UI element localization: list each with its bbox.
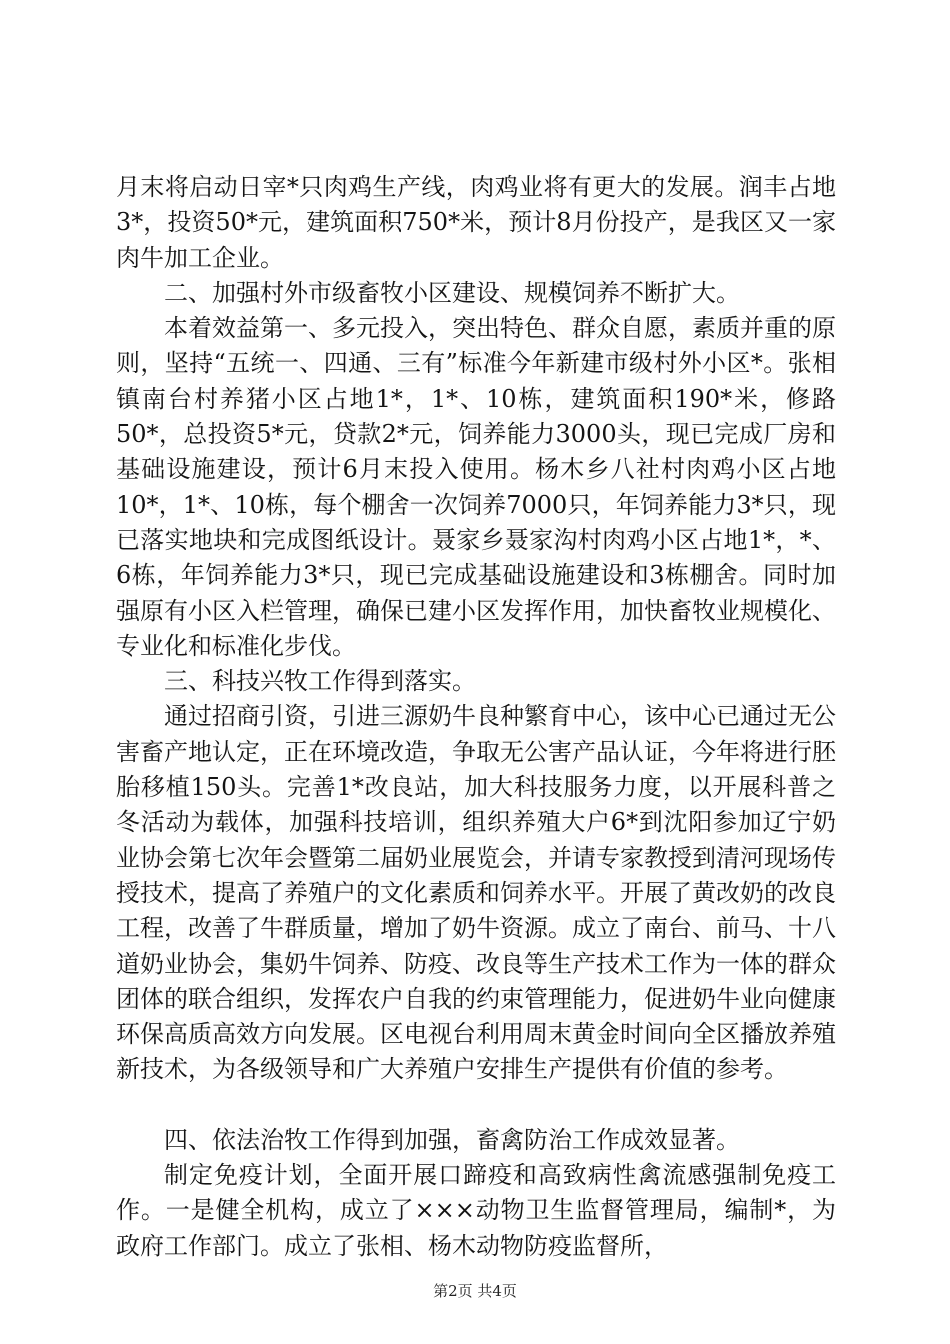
document-body xyxy=(116,170,836,1264)
blank-line xyxy=(116,1088,836,1123)
section-heading-3: 三、科技兴牧工作得到落实。 xyxy=(164,667,476,696)
section-heading-2: 二、加强村外市级畜牧小区建设、规模饲养不断扩大。 xyxy=(164,278,740,307)
section-heading-4: 四、依法治牧工作得到加强，畜禽防治工作成效显著。 xyxy=(164,1125,740,1154)
paragraph-section-4: 制定免疫计划，全面开展口蹄疫和高致病性禽流感强制免疫工作。一是健全机构，成立了×××动物卫生监督管理局，编制*，为政府工作部门。成立了张相、杨木动物防疫监督所， xyxy=(116,1161,836,1260)
paragraph-section-3: 通过招商引资，引进三源奶牛良种繁育中心，该中心已通过无公害畜产地认定，正在环境改造，争取无公害产品认证，今年将进行胚胎移植150头。完善1*改良站，加大科技服务力度，以开展科普之冬活动为载体，加强科技培训，组织养殖大户6*到沈阳参加辽宁奶业协会第七次年会暨第二届奶业展览会，并请专家教授到清河现场传授技术，提高了养殖户的文化素质和饲养水平。开展了黄改奶的改良工程，改善了牛群质量，增加了奶牛资源。成立了南台、前马、十八道奶业协会，集奶牛饲养、防疫、改良等生产技术工作为一体的群众团体的联合组织，发挥农户自我的约束管理能力，促进奶牛业向健康环保高质高效方向发展。区电视台利用周末黄金时间向全区播放养殖新技术，为各级领导和广大养殖户安排生产提供有价值的参考。 xyxy=(116,702,836,1084)
paragraph-continued: 月末将启动日宰*只肉鸡生产线，肉鸡业将有更大的发展。润丰占地3*，投资50*元，建筑面积750*米，预计8月份投产，是我区又一家肉牛加工企业。 xyxy=(116,173,836,272)
page-footer: 第2页 共4页 xyxy=(433,1282,517,1300)
paragraph-section-2: 本着效益第一、多元投入，突出特色、群众自愿，素质并重的原则，坚持“五统一、四通、三有”标准今年新建市级村外小区*。张相镇南台村养猪小区占地1*，1*、10栋，建筑面积190*米，修路50*，总投资5*元，贷款2*元，饲养能力3000头，现已完成厂房和基础设施建设，预计6月末投入使用。杨木乡八社村肉鸡小区占地10*，1*、10栋，每个棚舍一次饲养7000只，年饲养能力3*只，现已落实地块和完成图纸设计。聂家乡聂家沟村肉鸡小区占地1*，*、6栋，年饲养能力3*只，现已完成基础设施建设和3栋棚舍。同时加强原有小区入栏管理，确保已建小区发挥作用，加快畜牧业规模化、专业化和标准化步伐。 xyxy=(116,314,836,660)
